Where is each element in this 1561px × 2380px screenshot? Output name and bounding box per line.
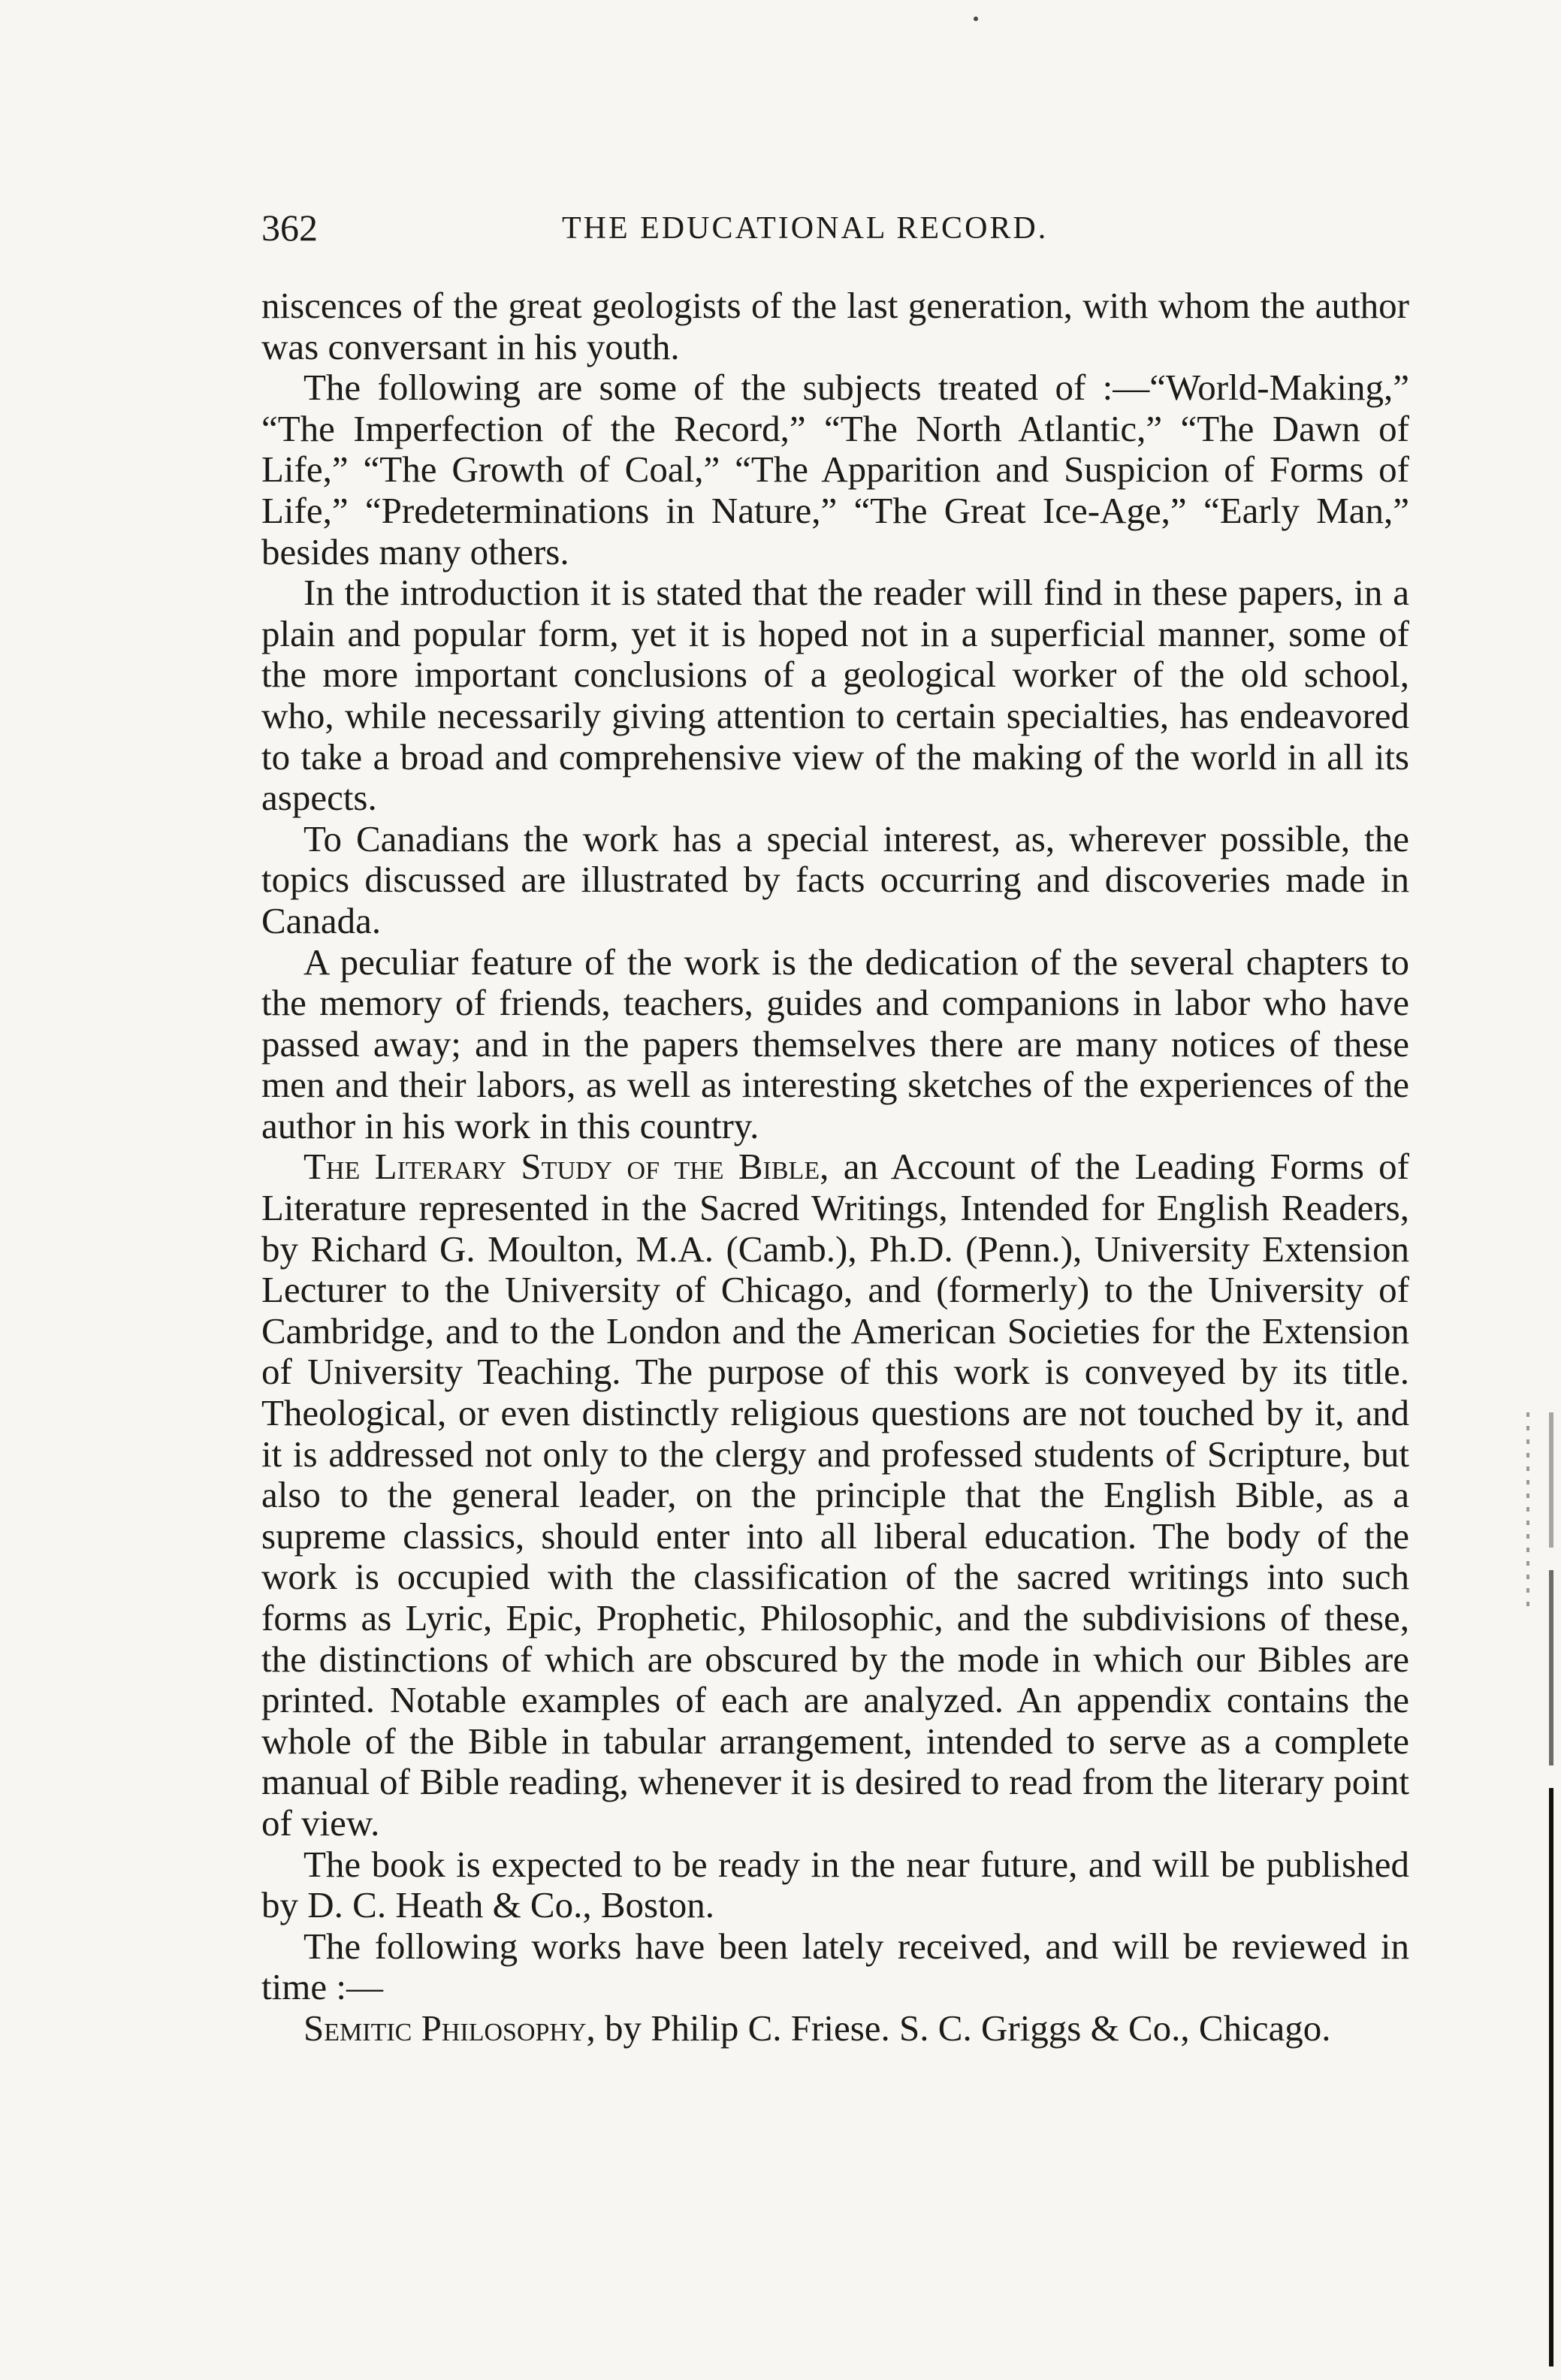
paragraph-canadians: To Canadians the work has a special interest, as, wherever possible, the topics discussed are illustrated by facts occurring and discoveries made in Canada. (261, 817, 1409, 941)
paragraph-semitic-entry (261, 2008, 1409, 2049)
paragraph-dedication: A peculiar feature of the work is the dedication of the several chapters to the memory of friends, teachers, guides and companions in labor who have passed away; and in the papers themselves there are many notices of these men and their labors, as well as interesting sketches of the experiences of the author in his work in this country. (261, 941, 1409, 1146)
paragraph-bible-entry (261, 1146, 1409, 1844)
semitic-entry-text: by Philip C. Friese. S. C. Griggs & Co., Chicago. (595, 2007, 1331, 2049)
paragraph-introduction: In the introduction it is stated that the reader will find in these papers, in a plain and popular form, yet it is hoped not in a superficial manner, some of the more important conclusions of a geological worker of the old school, who, while necessarily giving attention to certain specialties, has endeavored to take a broad and comprehensive view of the making of the world in all its aspects. (261, 572, 1409, 819)
margin-dotted-line (1526, 1412, 1529, 1608)
page-number: 362 (261, 207, 318, 249)
running-title: THE EDUCATIONAL RECORD. (562, 211, 1049, 246)
book-title-semitic-philosophy: Semitic Philosophy, (303, 2007, 596, 2049)
ink-speck (974, 17, 978, 21)
article-body (261, 285, 1409, 2049)
paragraph-subjects: The following are some of the subjects treated of :—“World-Making,” “The Imperfection of the Record,” “The North Atlantic,” “The Dawn of Life,” “The Growth of Coal,” “The Apparition and Suspicion of Forms of Life,” “Predeterminations in Nature,” “The Great Ice-Age,” “Early Man,” besides many others. (261, 367, 1409, 572)
paragraph-publication: The book is expected to be ready in the near future, and will be published by D. C. Heath & Co., Boston. (261, 1843, 1409, 1926)
page-header (261, 206, 1409, 258)
paragraph-received-works: The following works have been lately received, and will be reviewed in time :— (261, 1925, 1409, 2008)
bible-entry-text: an Account of the Leading Forms of Literature represented in the Sacred Writings, Intended for English Readers, by Richard G. Moulton, M.A. (Camb.), Ph.D. (Penn.), University Extension Lecturer to the University of Chicago, and (formerly) to the University of Cambridge, and to the London and the American Societies for the Extension of University Teaching. The purpose of this work is conveyed by its title. Theological, or even distinctly religious questions are not touched by it, and it is addressed not only to the clergy and professed students of Scripture, but also to the general leader, on the principle that the English Bible, as a supreme classics, should enter into all liberal education. The body of the work is occupied with the classification of the sacred writings into such forms as Lyric, Epic, Prophetic, Philosophic, and the subdivisions of these, the distinctions of which are obscured by the mode in which our Bibles are printed. Notable examples of each are analyzed. An appendix contains the whole of the Bible in tabular arrangement, intended to serve as a complete manual of Bible reading, whenever it is desired to read from the literary point of view. (261, 1146, 1409, 1844)
book-title-literary-study: The Literary Study of the Bible, (303, 1146, 829, 1188)
paragraph-continuation: niscences of the great geologists of the last generation, with whom the author was conversant in his youth. (261, 285, 1409, 367)
scan-edge-shadow (1544, 1412, 1556, 2366)
